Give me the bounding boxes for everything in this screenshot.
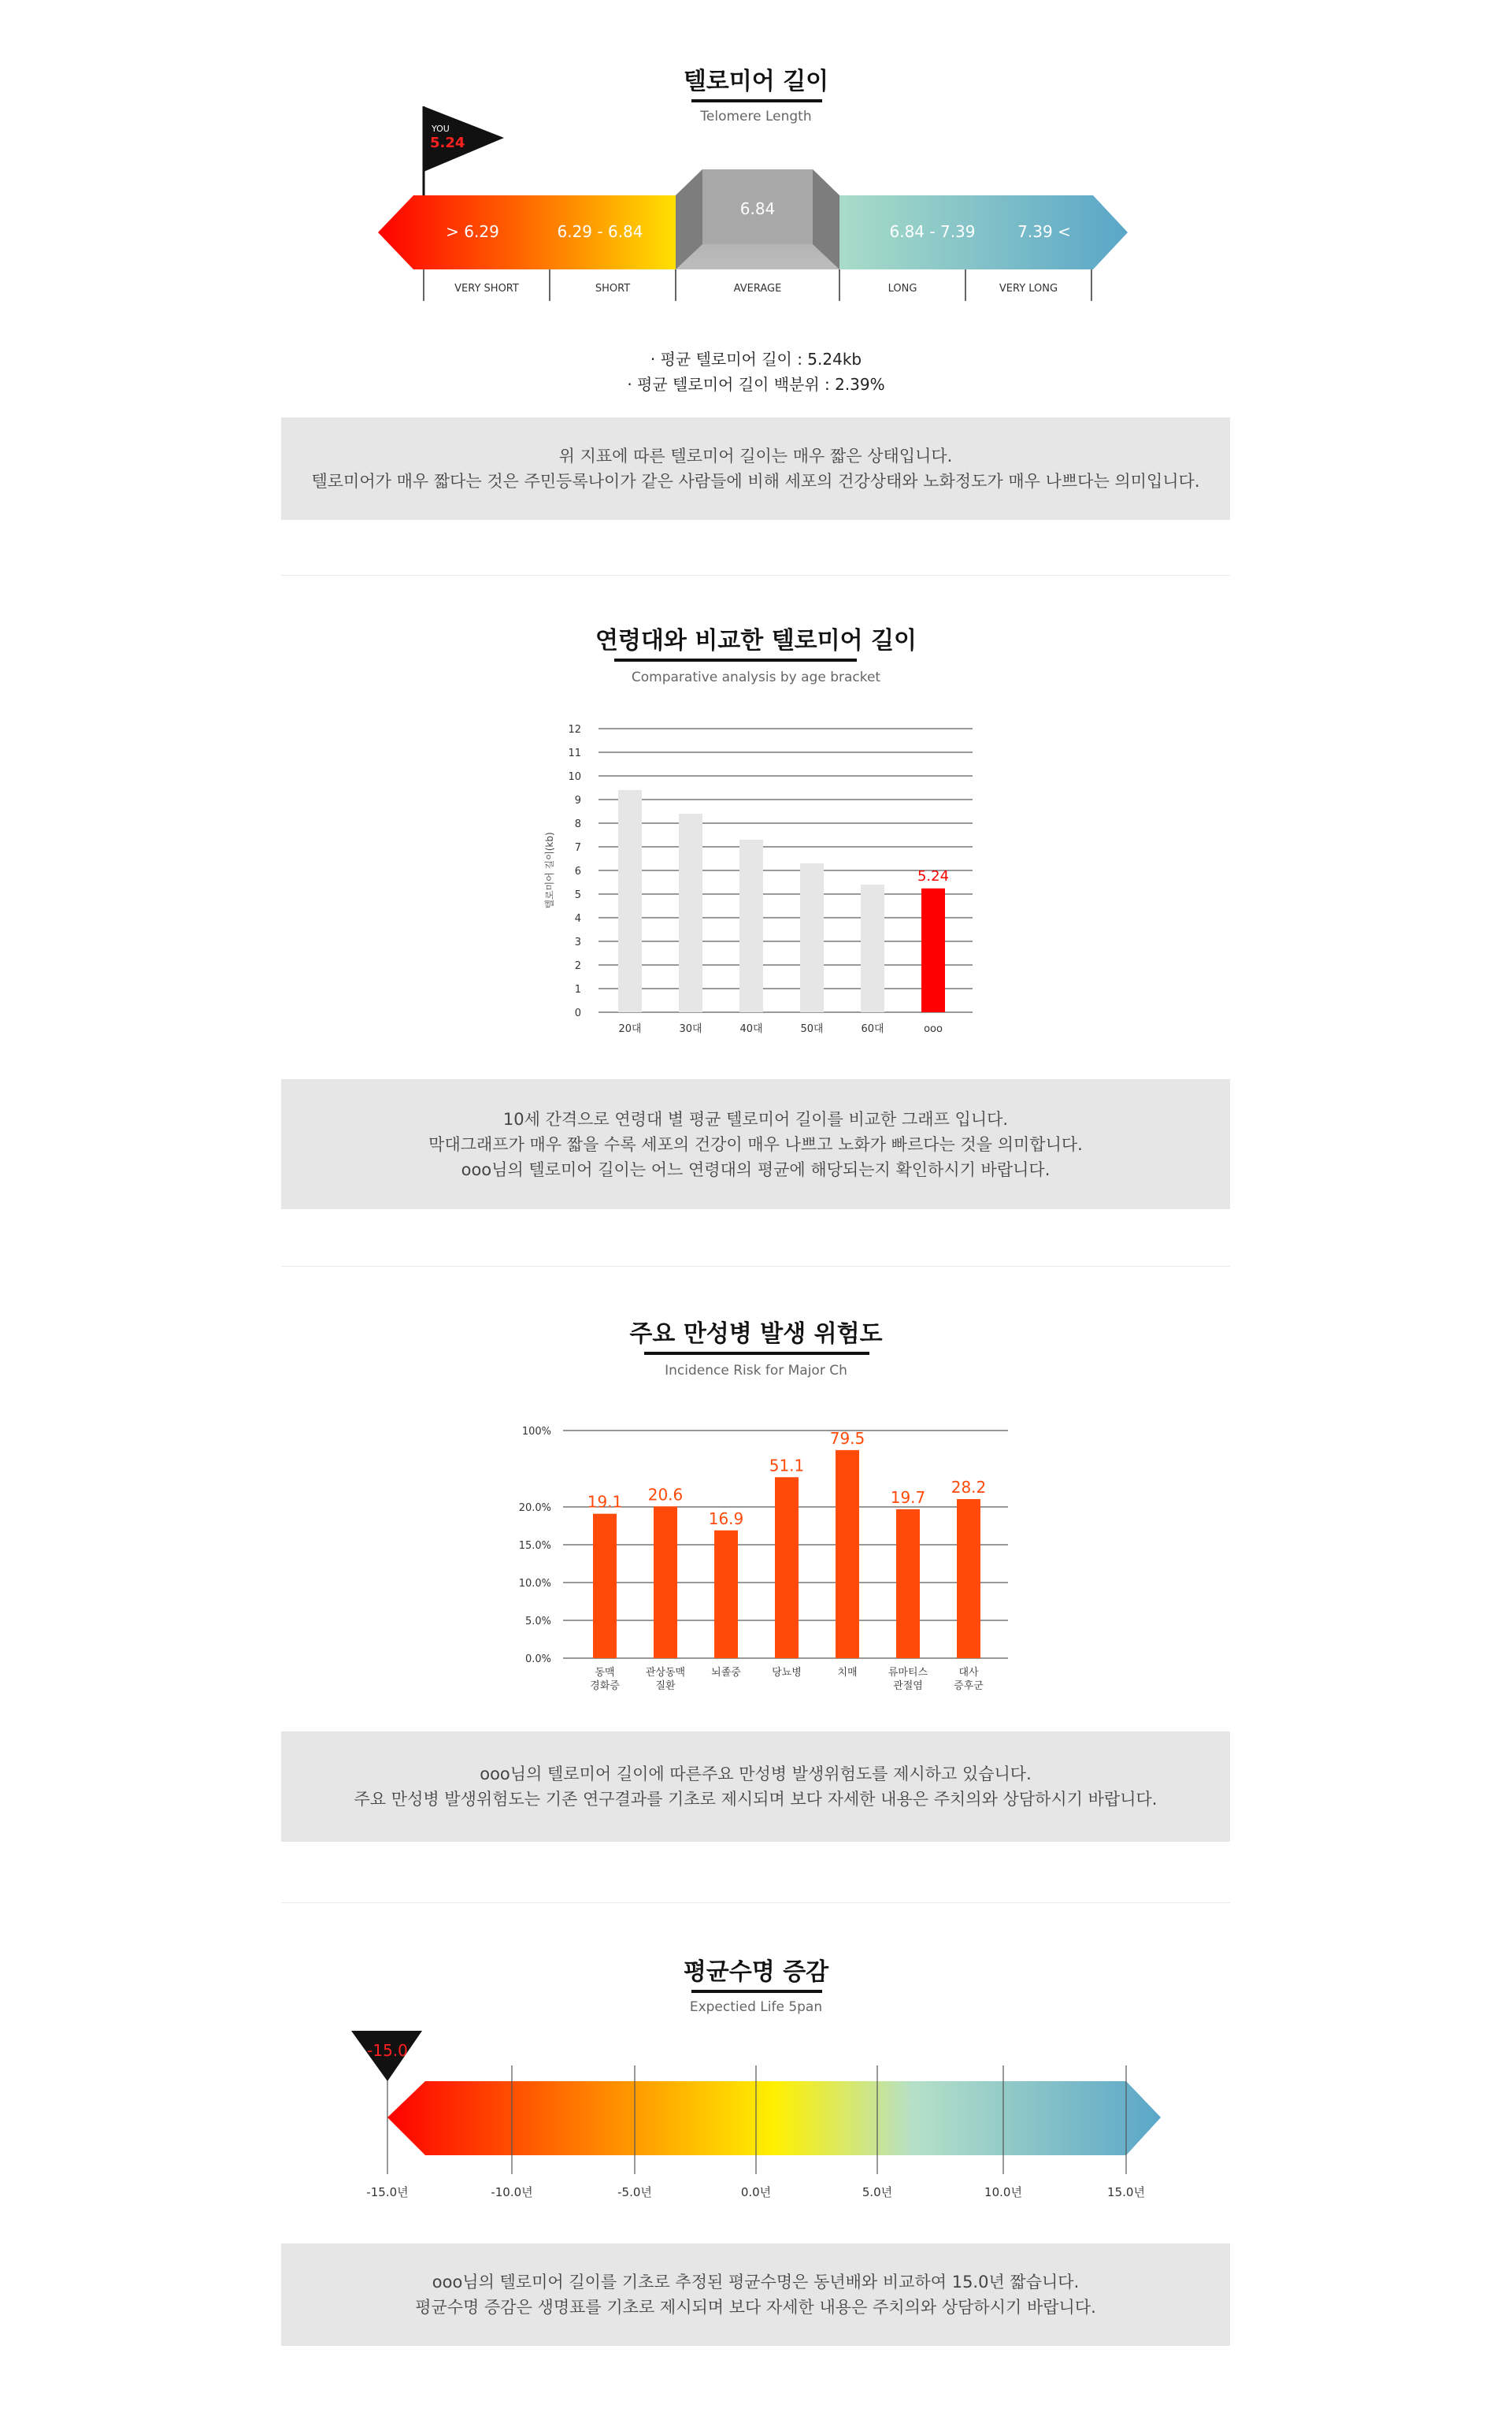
lifespan-tick: 15.0년 xyxy=(1107,2185,1145,2199)
section-divider xyxy=(281,1266,1230,1267)
telomere-title: 텔로미어 길이 xyxy=(683,68,829,95)
x-tick-label: 30대 xyxy=(679,1023,702,1035)
range-very-short: > 6.29 xyxy=(446,222,499,241)
y-tick-label: 7 xyxy=(574,842,581,854)
label-long: LONG xyxy=(888,283,917,295)
title-underline xyxy=(644,1352,869,1355)
risk-chart-note xyxy=(281,1731,1230,1842)
y-tick-label: 100% xyxy=(521,1426,551,1438)
bar xyxy=(800,863,824,1012)
x-tick-label: 50대 xyxy=(800,1023,824,1035)
note-line: 위 지표에 따른 텔로미어 길이는 매우 짧은 상태입니다. xyxy=(558,447,953,466)
telomere-subtitle: Telomere Length xyxy=(700,109,812,124)
data-label: 19.7 xyxy=(890,1487,926,1507)
lifespan-title: 평균수명 증감 xyxy=(683,1958,829,1986)
y-tick-label: 0 xyxy=(574,1008,581,1019)
bar xyxy=(921,889,945,1012)
note-line: 10세 간격으로 연령대 별 평균 텔로미어 길이를 비교한 그래프 입니다. xyxy=(502,1109,1009,1129)
y-tick-label: 11 xyxy=(568,748,581,759)
data-label: 19.1 xyxy=(587,1492,623,1512)
lifespan-tick: 10.0년 xyxy=(984,2185,1022,2199)
lifespan-tick: -10.0년 xyxy=(491,2185,533,2199)
y-tick-label: 20.0% xyxy=(518,1502,551,1514)
age-bar-chart xyxy=(520,709,992,1048)
bar xyxy=(775,1477,799,1658)
telomere-stats xyxy=(0,347,1512,397)
data-label: 5.24 xyxy=(917,867,950,885)
lifespan-bar xyxy=(387,2081,1161,2155)
age-chart-title: 연령대와 비교한 텔로미어 길이 xyxy=(595,627,917,655)
stat-average-length: · 평균 텔로미어 길이 : 5.24kb xyxy=(650,350,862,369)
bar xyxy=(957,1499,980,1658)
y-tick-label: 15.0% xyxy=(518,1540,551,1552)
data-label: 16.9 xyxy=(708,1509,744,1528)
x-tick-label: 대사 xyxy=(958,1667,979,1679)
x-tick-label: ooo xyxy=(924,1023,943,1035)
stat-percentile: · 평균 텔로미어 길이 백분위 : 2.39% xyxy=(627,375,885,394)
y-tick-label: 3 xyxy=(574,937,581,948)
label-average: AVERAGE xyxy=(733,283,782,295)
y-tick-label: 12 xyxy=(568,724,581,736)
bar xyxy=(679,814,702,1012)
x-tick-label: 류마티스 xyxy=(888,1667,928,1679)
note-line: 주요 만성병 발생위험도는 기존 연구결과를 기초로 제시되며 보다 자세한 내용은 주치의와 상담하시기 바랍니다. xyxy=(354,1790,1158,1809)
bar xyxy=(739,840,763,1012)
x-tick-label: 60대 xyxy=(861,1023,884,1035)
x-tick-label: 증후군 xyxy=(954,1680,984,1692)
you-label: YOU xyxy=(432,124,450,134)
you-value: 5.24 xyxy=(430,135,465,151)
section-divider xyxy=(281,575,1230,576)
title-underline xyxy=(614,659,857,662)
note-line: ooo님의 텔로미어 길이에 따른주요 만성병 발생위험도를 제시하고 있습니다. xyxy=(480,1765,1032,1783)
note-line: 평균수명 증감은 생명표를 기초로 제시되며 보다 자세한 내용은 주치의와 상담하시기 바랍니다. xyxy=(415,2298,1096,2317)
risk-bar-chart xyxy=(504,1410,1024,1709)
lifespan-gauge xyxy=(339,2024,1173,2206)
x-tick-label: 관절염 xyxy=(893,1680,923,1692)
label-very-short: VERY SHORT xyxy=(454,283,519,295)
range-long: 6.84 - 7.39 xyxy=(889,222,976,241)
x-tick-label: 경화증 xyxy=(590,1680,620,1692)
lifespan-subtitle: Expectied Life 5pan xyxy=(689,1999,823,2015)
y-tick-label: 1 xyxy=(574,984,581,996)
label-very-long: VERY LONG xyxy=(999,283,1058,295)
y-tick-label: 10.0% xyxy=(518,1578,551,1590)
data-label: 79.5 xyxy=(829,1428,865,1448)
note-line: ooo님의 텔로미어 길이는 어느 연령대의 평균에 해당되는지 확인하시기 바랍니다. xyxy=(461,1160,1051,1179)
lifespan-marker-value: -15.0 xyxy=(367,2041,408,2060)
range-average: 6.84 xyxy=(739,199,776,218)
y-tick-label: 8 xyxy=(574,818,581,830)
y-tick-label: 5.0% xyxy=(524,1616,551,1627)
x-tick-label: 뇌졸중 xyxy=(711,1667,741,1679)
label-short: SHORT xyxy=(595,283,631,295)
y-tick-label: 4 xyxy=(574,913,581,925)
title-underline xyxy=(691,1990,822,1993)
bar xyxy=(714,1531,738,1658)
telomere-note xyxy=(281,417,1230,520)
risk-chart-title: 주요 만성병 발생 위험도 xyxy=(629,1320,883,1348)
data-label: 28.2 xyxy=(951,1478,987,1497)
y-tick-label: 6 xyxy=(574,866,581,878)
y-tick-label: 5 xyxy=(574,889,581,901)
bar xyxy=(654,1506,677,1658)
note-line: 텔로미어가 매우 짧다는 것은 주민등록나이가 같은 사람들에 비해 세포의 건강상태와 노화정도가 매우 나쁘다는 의미입니다. xyxy=(311,472,1200,491)
telomere-gauge xyxy=(378,102,1134,307)
lifespan-tick: -15.0년 xyxy=(366,2185,409,2199)
note-line: ooo님의 텔로미어 길이를 기초로 추정된 평균수명은 동년배와 비교하여 15.0년 짧습니다. xyxy=(432,2273,1080,2292)
x-tick-label: 20대 xyxy=(618,1023,642,1035)
long-range-bar xyxy=(839,195,1128,269)
section-divider xyxy=(281,1902,1230,1903)
y-tick-label: 0.0% xyxy=(524,1653,551,1665)
bar xyxy=(861,885,884,1012)
x-tick-label: 40대 xyxy=(739,1023,763,1035)
bar xyxy=(836,1450,859,1658)
lifespan-tick: 5.0년 xyxy=(862,2185,893,2199)
x-tick-label: 당뇨병 xyxy=(772,1667,802,1679)
y-tick-label: 9 xyxy=(574,795,581,807)
age-chart-subtitle: Comparative analysis by age bracket xyxy=(631,670,881,685)
bar xyxy=(618,790,642,1012)
x-tick-label: 관상동맥 xyxy=(645,1667,686,1679)
y-tick-label: 10 xyxy=(568,771,581,783)
y-axis-label: 텔로미어 길이(kb) xyxy=(544,832,555,909)
lifespan-tick: 0.0년 xyxy=(740,2185,772,2199)
risk-chart-subtitle: Incidence Risk for Major Ch xyxy=(665,1363,847,1379)
y-tick-label: 2 xyxy=(574,960,581,972)
lifespan-note xyxy=(281,2243,1230,2346)
x-tick-label: 질환 xyxy=(655,1680,676,1692)
range-very-long: 7.39 < xyxy=(1017,222,1071,241)
lifespan-tick: -5.0년 xyxy=(617,2185,652,2199)
x-tick-label: 치매 xyxy=(837,1667,858,1679)
age-chart-note xyxy=(281,1079,1230,1209)
range-short: 6.29 - 6.84 xyxy=(557,222,643,241)
data-label: 51.1 xyxy=(769,1456,805,1475)
data-label: 20.6 xyxy=(647,1485,684,1505)
x-tick-label: 동맥 xyxy=(595,1667,615,1679)
bar xyxy=(896,1509,920,1658)
note-line: 막대그래프가 매우 짧을 수록 세포의 건강이 매우 나쁘고 노화가 빠르다는 것을 의미합니다. xyxy=(428,1134,1083,1154)
bar xyxy=(593,1514,617,1658)
